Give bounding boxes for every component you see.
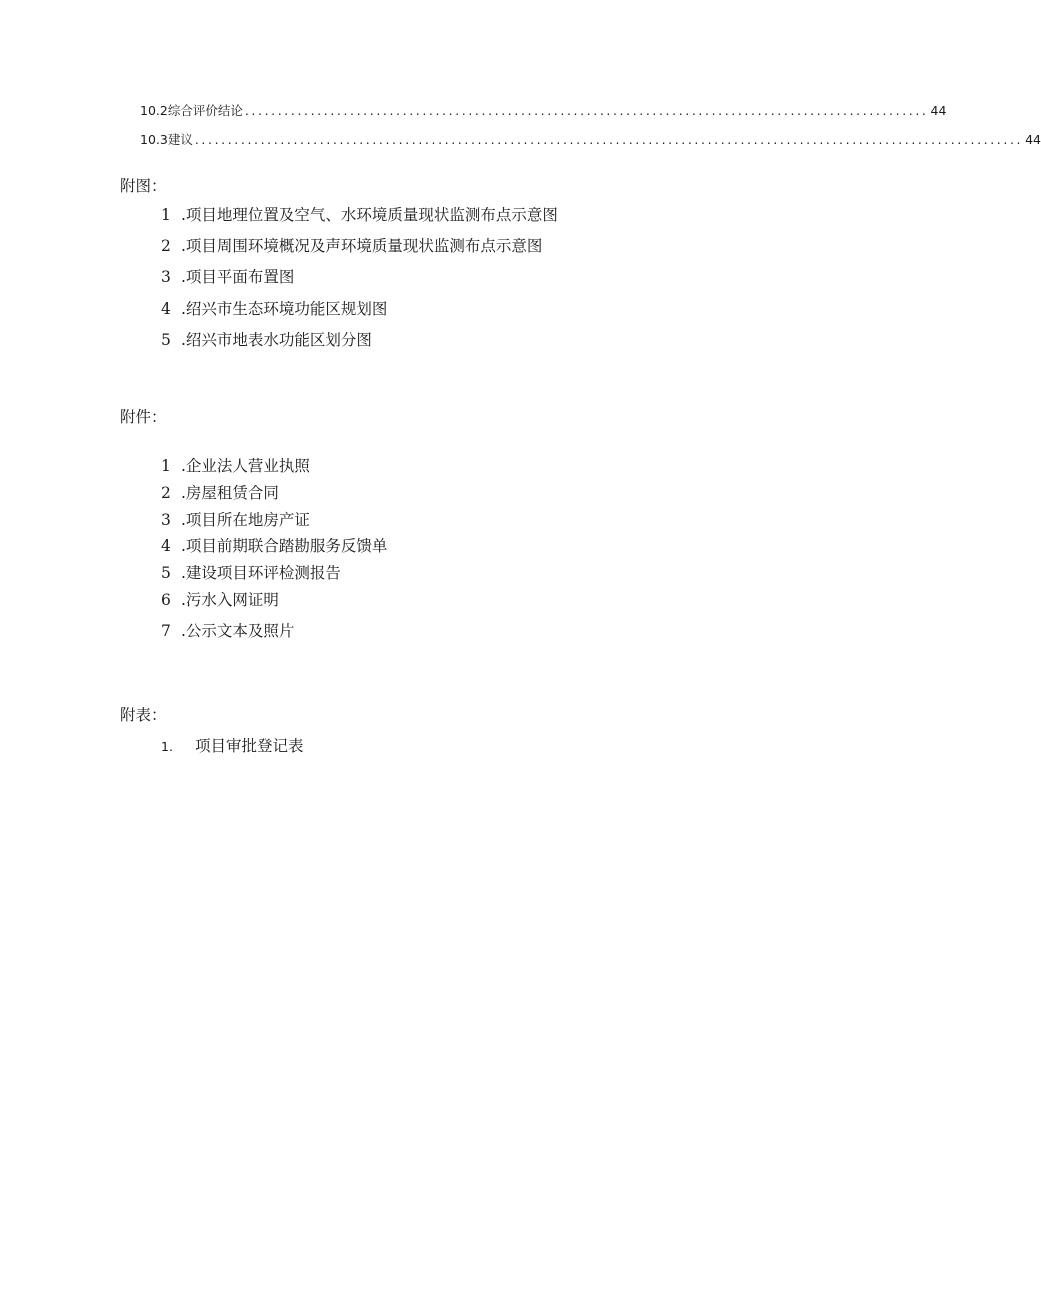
attachment-item — [161, 510, 310, 530]
item-number: 4 — [161, 537, 171, 555]
item-number: 3 — [161, 511, 171, 529]
item-text: .公示文本及照片 — [181, 622, 295, 640]
attachment-item — [161, 483, 279, 503]
toc-page-number: 44 — [930, 103, 947, 118]
toc-leader-dots: ........................................................................................................ — [244, 103, 929, 118]
attachments-heading: 附件： — [120, 408, 167, 426]
toc-row — [140, 101, 947, 121]
item-number: 5 — [161, 331, 171, 349]
item-text: .项目前期联合踏勘服务反馈单 — [181, 537, 388, 555]
figure-item — [161, 267, 294, 287]
toc-title: 综合评价结论 — [167, 103, 243, 118]
toc-title: 建议 — [167, 132, 193, 147]
figure-item — [161, 205, 558, 225]
figure-item — [161, 330, 372, 350]
item-text: .项目地理位置及空气、水环境质量现状监测布点示意图 — [181, 206, 558, 224]
attachment-item — [161, 621, 294, 641]
figures-heading: 附图： — [120, 177, 167, 195]
figure-item — [161, 299, 387, 319]
item-text: .房屋租赁合同 — [181, 484, 279, 502]
attachment-item — [161, 536, 387, 556]
item-number: 2 — [161, 484, 171, 502]
attachment-item — [161, 456, 310, 476]
tables-heading: 附表： — [120, 706, 167, 724]
toc-number: 10.2 — [140, 103, 168, 118]
item-text: .建设项目环评检测报告 — [181, 564, 341, 582]
item-number: 7 — [161, 622, 171, 640]
item-text: 项目审批登记表 — [195, 737, 304, 755]
item-text: .项目所在地房产证 — [181, 511, 310, 529]
table-item — [161, 736, 304, 757]
item-text: .企业法人营业执照 — [181, 457, 310, 475]
item-text: .项目平面布置图 — [181, 268, 295, 286]
toc-page-number: 44 — [1025, 132, 1041, 147]
toc-number: 10.3 — [140, 132, 168, 147]
item-number: 1 — [161, 206, 171, 224]
item-number: 2 — [161, 237, 171, 255]
item-text: .绍兴市地表水功能区划分图 — [181, 331, 372, 349]
item-number: 6 — [161, 591, 171, 609]
item-text: .项目周围环境概况及声环境质量现状监测布点示意图 — [181, 237, 543, 255]
figure-item — [161, 236, 542, 256]
item-number: 1 — [161, 457, 171, 475]
item-text: .污水入网证明 — [181, 591, 279, 609]
item-number: 5 — [161, 564, 171, 582]
item-number: 1. — [161, 739, 173, 754]
attachment-item — [161, 590, 279, 610]
toc-row — [140, 130, 1041, 150]
item-text: .绍兴市生态环境功能区规划图 — [181, 300, 388, 318]
toc-leader-dots: .............................................................................................................................. — [194, 132, 1024, 147]
item-number: 4 — [161, 300, 171, 318]
attachment-item — [161, 563, 341, 583]
item-number: 3 — [161, 268, 171, 286]
